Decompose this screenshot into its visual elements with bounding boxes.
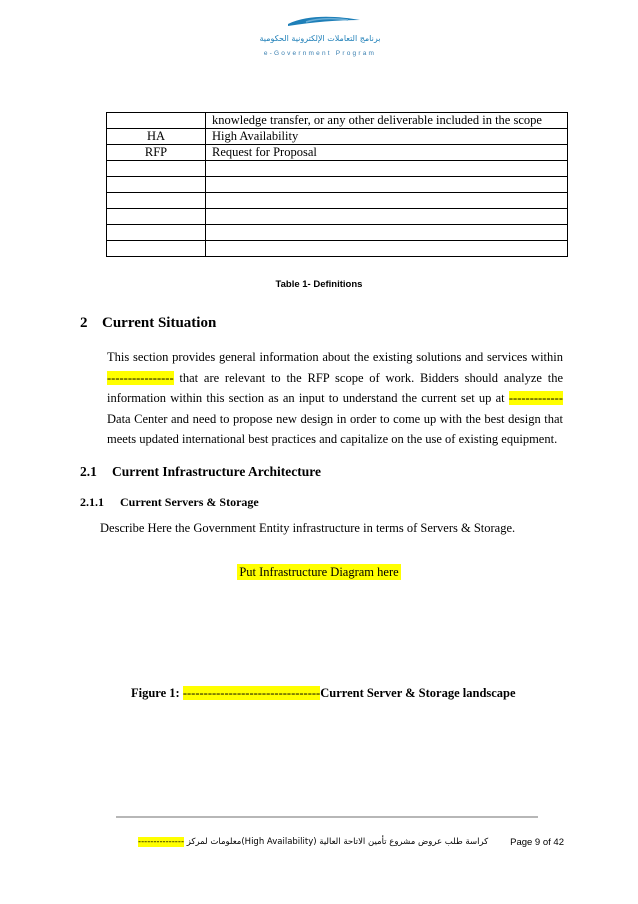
section-description: Describe Here the Government Entity infrastructure in terms of Servers & Storage. (100, 521, 516, 535)
page-number: Page 9 of 42 (510, 837, 564, 848)
placeholder-blank: --------------------------------- (182, 686, 321, 700)
definition-cell: Request for Proposal (206, 145, 568, 161)
footer-ha-text: (High Availability) (241, 837, 317, 847)
abbreviation-cell: HA (107, 129, 206, 145)
footer-arabic-text: معلومات لمركز (184, 837, 242, 847)
section-2-1-1-heading (80, 495, 259, 510)
placeholder-blank: ---------------- (107, 370, 174, 385)
definition-cell (206, 225, 568, 241)
diagram-placeholder-text: Put Infrastructure Diagram here (239, 565, 399, 579)
logo-arabic-text: برنامج التعاملات الإلكترونية الحكومية (259, 34, 381, 43)
table-row (107, 209, 568, 225)
abbreviation-cell (107, 113, 206, 129)
abbreviation-cell (107, 225, 206, 241)
abbreviation-cell: RFP (107, 145, 206, 161)
abbreviation-cell (107, 241, 206, 257)
section-number: 2.1.1 (80, 495, 104, 509)
definition-cell (206, 193, 568, 209)
table-row (107, 193, 568, 209)
definition-cell: knowledge transfer, or any other deliverable included in the scope (206, 113, 568, 129)
table-row (107, 161, 568, 177)
section-2-heading (80, 315, 216, 332)
para-text: This section provides general information about the existing solutions and services within (107, 350, 563, 364)
abbreviation-cell (107, 193, 206, 209)
figure-caption (131, 686, 516, 701)
diagram-placeholder (0, 565, 638, 580)
table-row (107, 241, 568, 257)
e-government-logo (238, 12, 402, 58)
section-title: Current Servers & Storage (120, 495, 259, 509)
abbreviation-cell (107, 209, 206, 225)
para-text: that are relevant to the RFP scope of work. Bidders should analyze the information within this section as an input to understand the current set up at (107, 370, 563, 405)
abbreviation-cell (107, 161, 206, 177)
section-title: Current Situation (102, 315, 217, 331)
definitions-table (106, 112, 568, 257)
placeholder-blank: ------------- (508, 391, 563, 405)
footer-document-title (138, 837, 488, 847)
placeholder-blank: --------------- (138, 837, 185, 847)
abbreviation-cell (107, 177, 206, 193)
table-caption: Table 1- Definitions (275, 279, 363, 290)
definition-cell (206, 241, 568, 257)
definition-cell (206, 209, 568, 225)
section-title: Current Infrastructure Architecture (112, 464, 321, 479)
section-number: 2.1 (80, 464, 97, 479)
table-row (107, 145, 568, 161)
figure-caption-title: Current Server & Storage landscape (320, 686, 516, 700)
table-row (107, 177, 568, 193)
table-row (107, 113, 568, 129)
section-number: 2 (80, 315, 88, 331)
definition-cell: High Availability (206, 129, 568, 145)
logo-english-text: e-Government Program (263, 50, 377, 57)
page-footer (138, 837, 564, 851)
logo-swoosh-icon (278, 12, 368, 32)
footer-divider (116, 816, 538, 818)
definition-cell (206, 161, 568, 177)
figure-caption-prefix: Figure 1: (131, 686, 183, 700)
table-row (107, 225, 568, 241)
definition-cell (206, 177, 568, 193)
section-2-1-heading (80, 464, 321, 480)
table-row (107, 129, 568, 145)
footer-arabic-text: كراسة طلب عروض مشروع تأمين الاتاحة العالية (316, 837, 489, 847)
para-text: Data Center and need to propose new design in order to come up with the best design that meets updated international best practices and capitalize on the use of existing equipment. (107, 411, 563, 446)
current-situation-paragraph (107, 347, 563, 450)
